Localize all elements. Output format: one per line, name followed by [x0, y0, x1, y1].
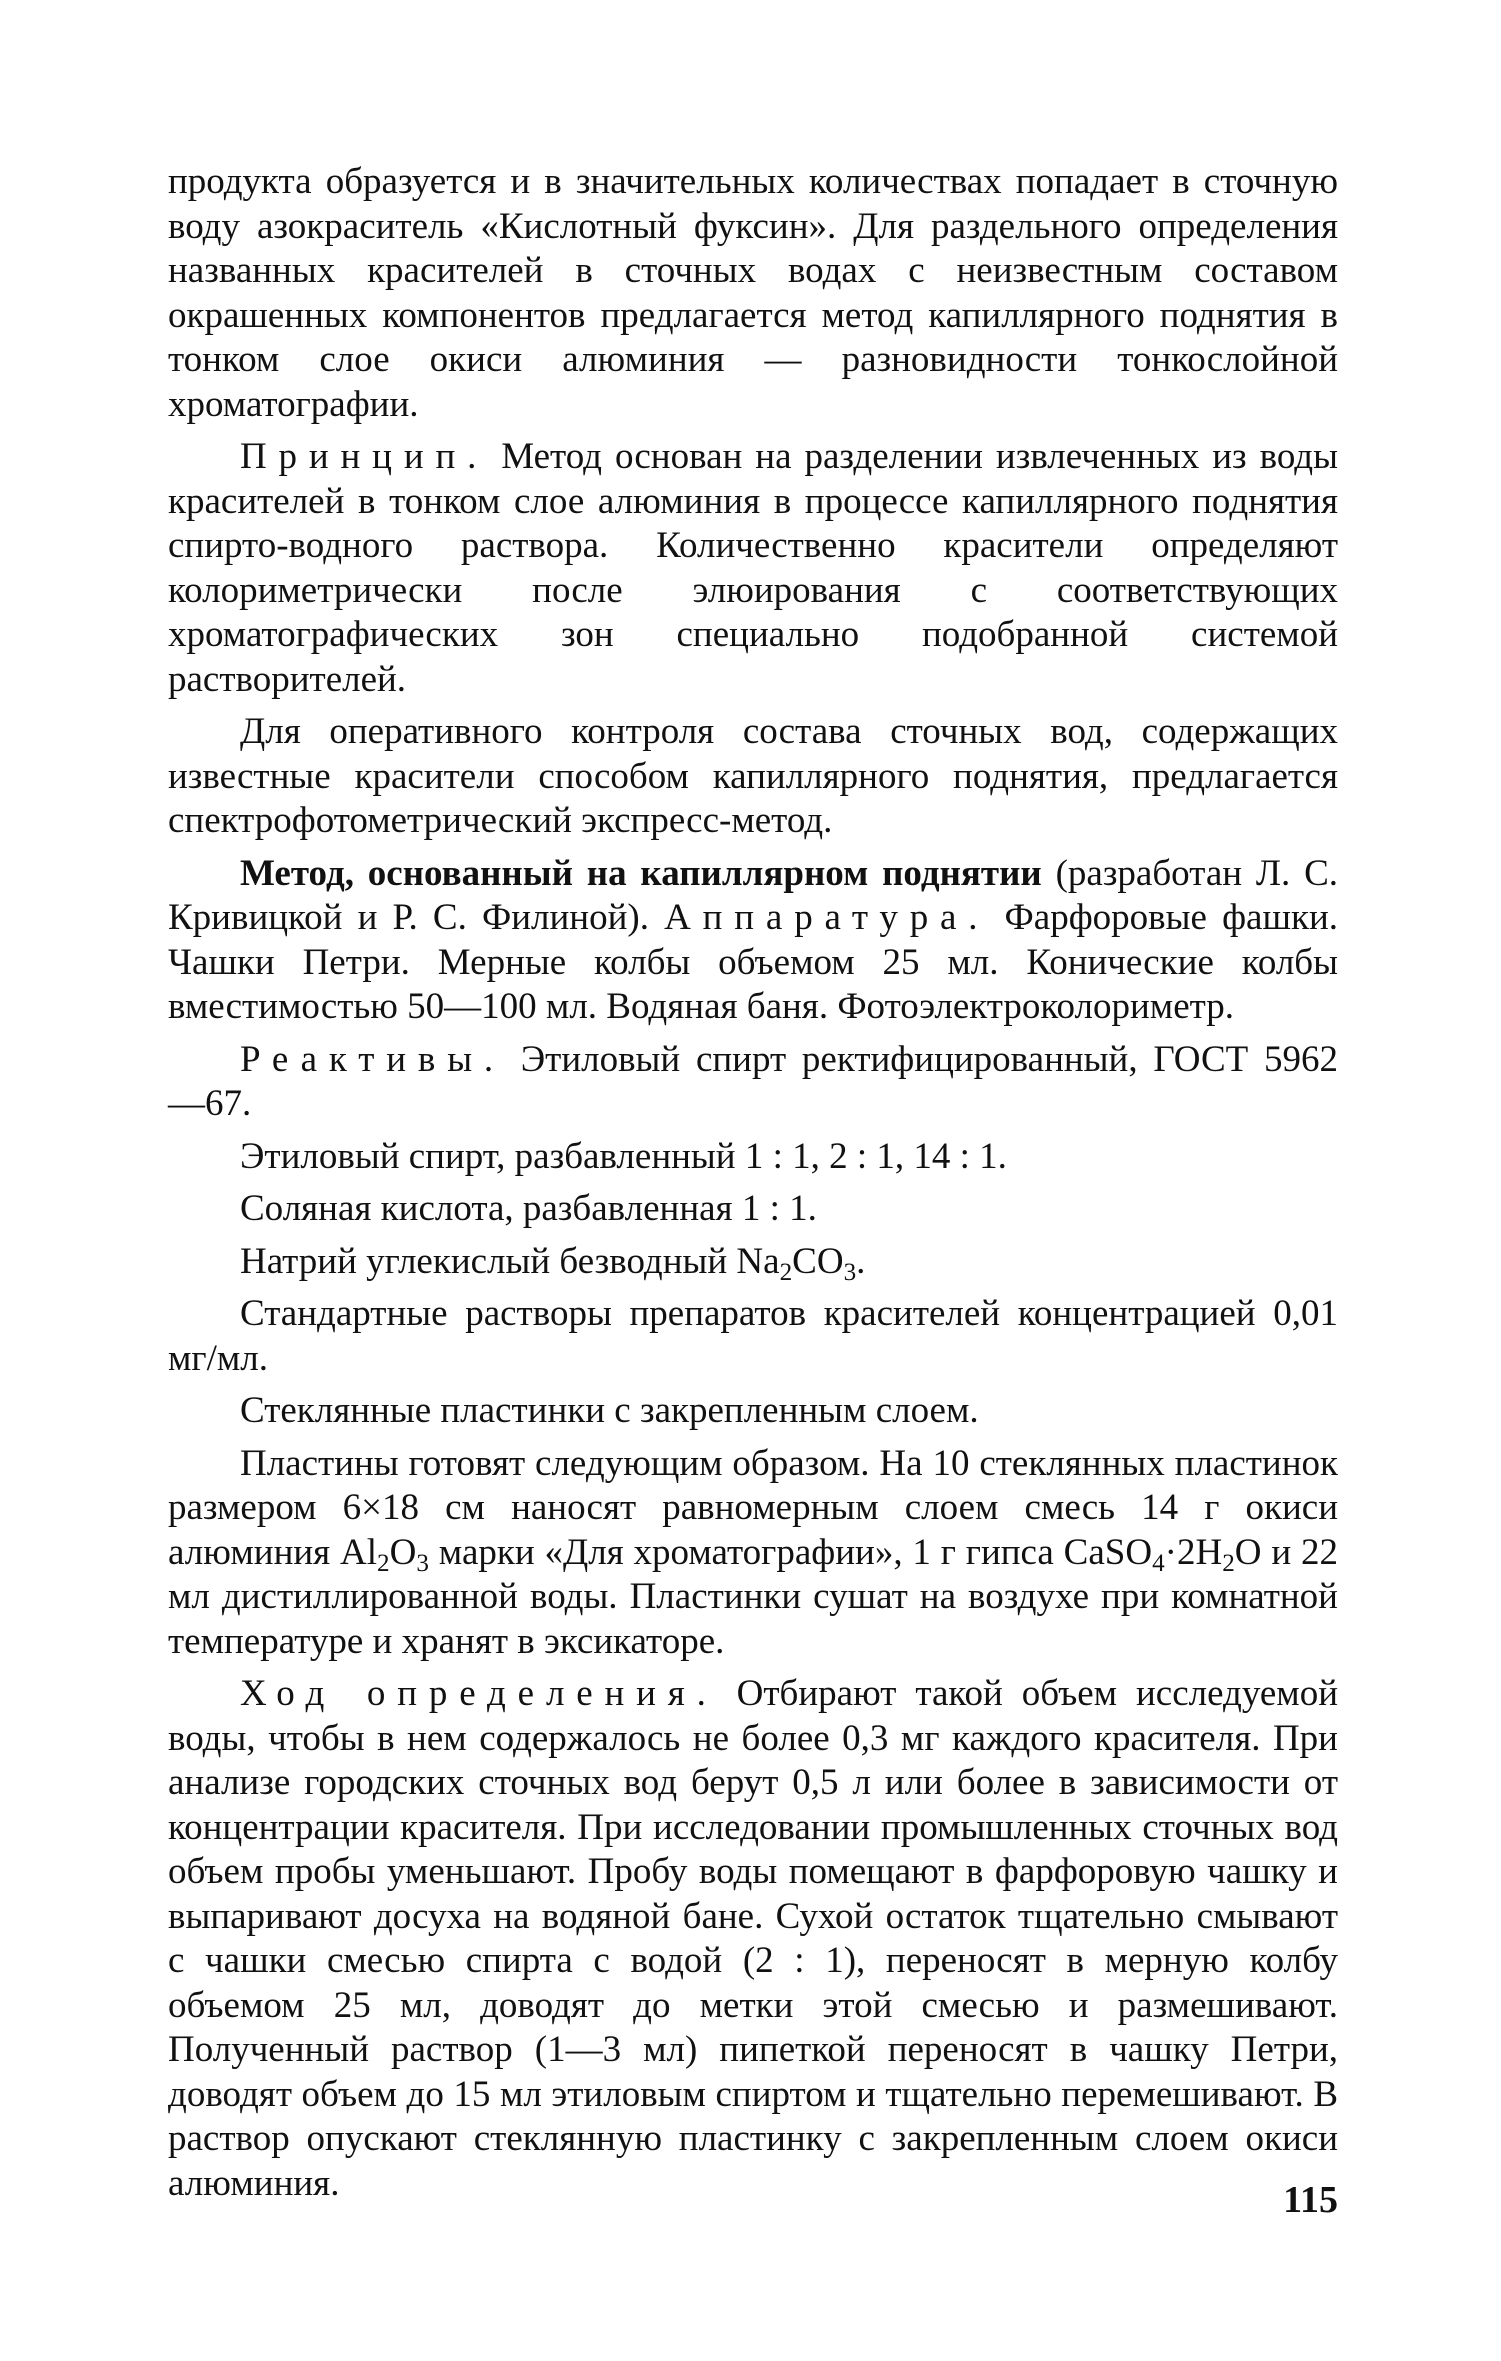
paragraph-reagents	[168, 1038, 1338, 1127]
reagents-heading: Реактивы.	[240, 1038, 505, 1080]
reagent-standard-solutions	[168, 1292, 1338, 1381]
method-heading: Метод, основанный на капиллярном поднятии	[240, 852, 1042, 894]
plate-prep-text-e: O и 22 мл дистиллированной воды. Пластинки сушат на воздухе при комнатной температуре и хранят в эксикаторе.	[168, 1531, 1338, 1662]
subscript: 2	[377, 1549, 390, 1577]
subscript: 2	[779, 1258, 793, 1286]
plate-prep-text-a: Пластины готовят следующим образом. На 10 стеклянных пластинок размером 6×18 см наносят равномерным слоем смесь 14 г окиси алюминия Al	[168, 1442, 1338, 1573]
procedure-text: Отбирают такой объем исследуемой воды, чтобы в нем содержалось не более 0,3 мг каждого красителя. При анализе городских сточных вод берут 0,5 л или более в зависимости от концентрации красителя. При исследовании промышленных сточных вод объем пробы уменьшают. Пробу воды помещают в фарфоровую чашку и выпаривают досуха на водяной бане. Сухой остаток тщательно смывают с чашки смесью спирта с водой (2 : 1), переносят в мерную колбу объемом 25 мл, доводят до метки этой смесью и размешивают. Полученный раствор (1—3 мл) пипеткой переносят в чашку Петри, доводят объем до 15 мл этиловым спиртом и тщательно перемешивают. В раствор опускают стеклянную пластинку с закрепленным слоем окиси алюминия.	[168, 1673, 1339, 2204]
subscript: 3	[416, 1549, 429, 1577]
paragraph-express-method	[168, 710, 1338, 844]
paragraph-method	[168, 852, 1338, 1030]
sodium-carbonate-text: Натрий углекислый безводный Na	[240, 1240, 780, 1282]
procedure-heading: Ход определения.	[240, 1673, 718, 1714]
subscript: 4	[1152, 1549, 1165, 1577]
paragraph-intro-text: продукта образуется и в значительных количествах попадает в сточную воду азокраситель «Кислотный фуксин». Для раздельного определения названных красителей в сточных водах с неизвестным составом окрашенных компонентов предлагается метод капиллярного поднятия в тонком слое окиси алюминия — разновидности тонкослойной хроматографии.	[168, 161, 1338, 425]
apparatus-heading: Аппаратура.	[664, 897, 990, 938]
subscript: 2	[1222, 1549, 1235, 1577]
reagent-glass-plates	[168, 1389, 1338, 1434]
standard-solutions-text: Стандартные растворы препаратов красителей концентрацией 0,01 мг/мл.	[168, 1293, 1338, 1379]
subscript: 3	[843, 1258, 857, 1286]
formula-part: CO	[792, 1240, 844, 1282]
paragraph-principle	[168, 435, 1338, 702]
plate-prep-text-d: ·2H	[1164, 1531, 1223, 1573]
method-authors: (разработан Л. С. Кривицкой и Р. С. Филиной).	[168, 852, 1338, 938]
principle-text: Метод основан на разделении извлеченных из воды красителей в тонком слое алюминия в процессе капиллярного поднятия спирто-водного раствора. Количественно красители определяют колориметрически после элюирования с соответствующих хроматографических зон специально подобранной системой растворителей.	[168, 436, 1338, 700]
formula-end: .	[856, 1240, 866, 1282]
plate-prep-text-b: O	[389, 1531, 417, 1573]
plate-prep-text-c: марки «Для хроматографии», 1 г гипса CaSO	[428, 1531, 1153, 1573]
principle-heading: Принцип.	[240, 436, 489, 477]
paragraph-procedure	[168, 1672, 1338, 2206]
express-method-text: Для оперативного контроля состава сточных вод, содержащих известные красители способом капиллярного поднятия, предлагается спектрофотометрический экспресс-метод.	[168, 711, 1338, 841]
page-number: 115	[1283, 2179, 1338, 2221]
reagent-ethanol-diluted	[168, 1135, 1338, 1180]
reagents-text: Этиловый спирт ректифицированный, ГОСТ 5962—67.	[168, 1038, 1338, 1124]
paragraph-plate-preparation	[168, 1442, 1338, 1665]
reagent-hcl	[168, 1187, 1338, 1232]
apparatus-text: Фарфоровые фашки. Чашки Петри. Мерные колбы объемом 25 мл. Конические колбы вместимостью 50—100 мл. Водяная баня. Фотоэлектроколориметр.	[168, 897, 1338, 1027]
page-body	[168, 160, 1338, 2206]
reagent-sodium-carbonate	[168, 1240, 1338, 1285]
reagent-hcl-text: Соляная кислота, разбавленная 1 : 1.	[240, 1188, 817, 1229]
paragraph-intro	[168, 160, 1338, 427]
reagent-ethanol-diluted-text: Этиловый спирт, разбавленный 1 : 1, 2 : 1, 14 : 1.	[240, 1135, 1007, 1177]
glass-plates-text: Стеклянные пластинки с закрепленным слоем.	[240, 1390, 979, 1431]
